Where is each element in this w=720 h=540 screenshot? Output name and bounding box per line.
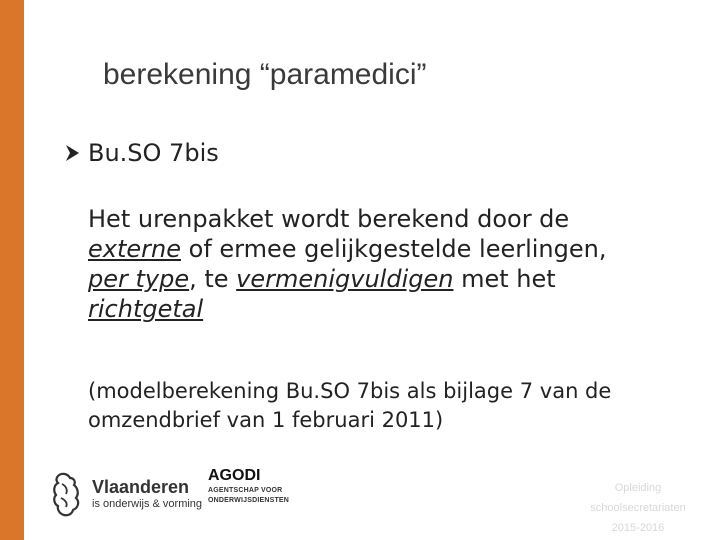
paragraph-line-4: [88, 294, 688, 324]
agodi-sub-1: AGENTSCHAP VOOR: [208, 487, 283, 494]
bullet-item: [62, 139, 219, 167]
agodi-name: AGODI: [208, 467, 261, 484]
footer-line-2: schoolsecretariaten: [590, 502, 686, 514]
note-line-2: omzendbrief van 1 februari 2011): [88, 408, 444, 432]
vlaanderen-tagline: is onderwijs & vorming: [92, 498, 203, 510]
slide-title: berekening “paramedici”: [103, 58, 427, 91]
agodi-sub-2: ONDERWIJSDIENSTEN: [208, 497, 290, 504]
flemish-lion-icon: [48, 470, 84, 518]
footer-line-3: 2015-2016: [611, 522, 665, 534]
footer-line-1: Opleiding: [614, 482, 662, 494]
term-richtgetal: richtgetal: [88, 295, 204, 323]
vlaanderen-logo: [48, 470, 202, 518]
vlaanderen-text: [92, 477, 202, 511]
agodi-logo: [208, 466, 298, 506]
term-vermenigvuldigen: vermenigvuldigen: [236, 265, 454, 293]
paragraph-line-1: Het urenpakket wordt berekend door de: [88, 205, 570, 233]
paragraph-line-3-rest: met het: [453, 265, 556, 293]
bullet-text: Bu.SO 7bis: [88, 139, 219, 167]
note-line-1: (modelberekening Bu.SO 7bis als bijlage 7 van de: [88, 379, 612, 403]
paragraph-line-2-rest: of ermee gelijkgestelde leerlingen,: [181, 235, 607, 263]
term-externe: externe: [88, 235, 181, 263]
paragraph-line-3-sep: , te: [189, 265, 237, 293]
paragraph-line-2: [88, 234, 688, 264]
accent-side-bar: [0, 0, 24, 540]
vlaanderen-name: Vlaanderen: [92, 477, 190, 497]
paragraph-line-3: [88, 264, 688, 294]
footer-caption: [568, 478, 708, 538]
reference-note: [88, 377, 688, 435]
arrow-right-icon: [62, 142, 84, 164]
body-paragraph: [88, 204, 688, 324]
term-per-type: per type: [88, 265, 190, 293]
